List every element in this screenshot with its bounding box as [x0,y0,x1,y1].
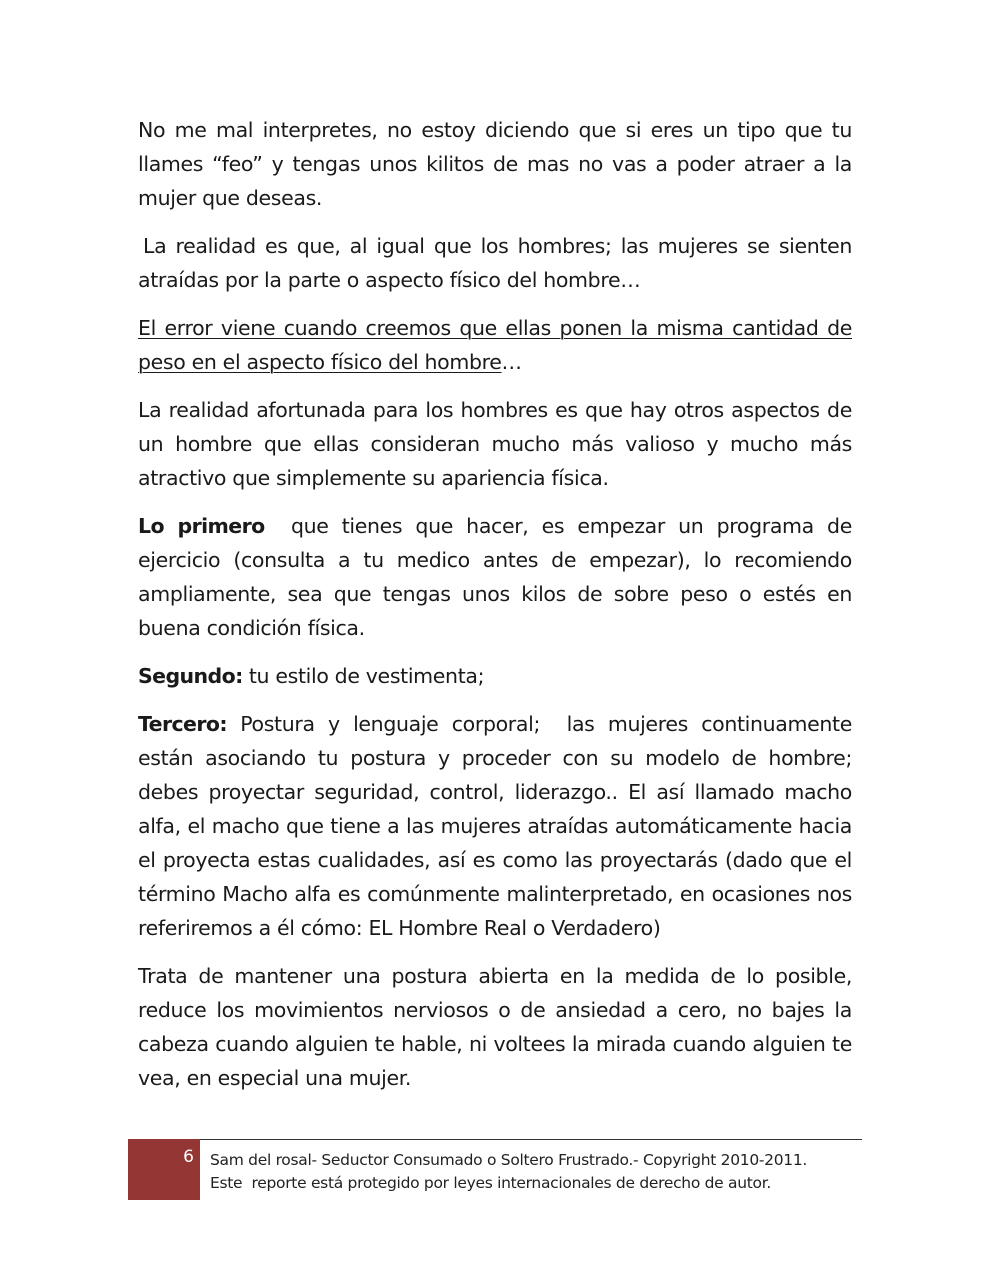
first-point-lead: Lo primero [138,514,265,538]
footer-divider [200,1139,862,1140]
third-point-text: Postura y lenguaje corporal; las mujeres continuamente están asociando tu postura y proceder con su modelo de hombre; debes proyectar seguridad, control, liderazgo.. El así llamado macho alfa, el macho que tiene a las mujeres atraídas automáticamente hacia el proyecta estas cualidades, así es como las proyectarás (dado que el término Macho alfa es comúnmente malinterpretado, en ocasiones nos referiremos a él cómo: EL Hombre Real o Verdadero) [138,712,865,940]
paragraph-posture-advice: Trata de mantener una postura abierta en la medida de lo posible, reduce los movimientos nerviosos o de ansiedad a cero, no bajes la cabeza cuando alguien te hable, ni voltees la mirada cuando alguien te vea, en especial una mujer. [138,964,852,1090]
paragraph-second-point [138,659,852,693]
paragraph-disclaimer: No me mal interpretes, no estoy diciendo que si eres un tipo que tu llames “feo” y tengas unos kilitos de mas no vas a poder atraer a la mujer que deseas. [138,118,852,210]
document-body [138,113,865,1109]
paragraph-fortunate-reality: La realidad afortunada para los hombres es que hay otros aspectos de un hombre que ellas consideran mucho más valioso y mucho más atractivo que simplemente su apariencia física. [138,398,852,490]
page-number-block [128,1139,200,1200]
third-point-lead: Tercero: [138,712,227,736]
paragraph-reality: La realidad es que, al igual que los hombres; las mujeres se sienten atraídas por la parte o aspecto físico del hombre… [138,234,852,292]
ellipsis: … [501,350,522,374]
underlined-statement: El error viene cuando creemos que ellas ponen la misma cantidad de peso en el aspecto físico del hombre [138,316,852,374]
paragraph-error [138,311,852,379]
footer-line-1: Sam del rosal- Seductor Consumado o Soltero Frustrado.- Copyright 2010-2011. [210,1151,808,1169]
second-point-text: tu estilo de vestimenta; [242,664,485,688]
paragraph-third-point [138,707,865,945]
second-point-lead: Segundo: [138,664,243,688]
first-point-text: que tienes que hacer, es empezar un programa de ejercicio (consulta a tu medico antes de empezar), lo recomiendo ampliamente, sea que tengas unos kilos de sobre peso o estés en buena condición física. [138,514,859,640]
page-number: 6 [183,1147,194,1167]
paragraph-first-point [138,509,859,645]
page-footer [128,1139,862,1200]
footer-line-2: Este reporte está protegido por leyes internacionales de derecho de autor. [210,1174,771,1192]
footer-copyright [210,1149,860,1195]
